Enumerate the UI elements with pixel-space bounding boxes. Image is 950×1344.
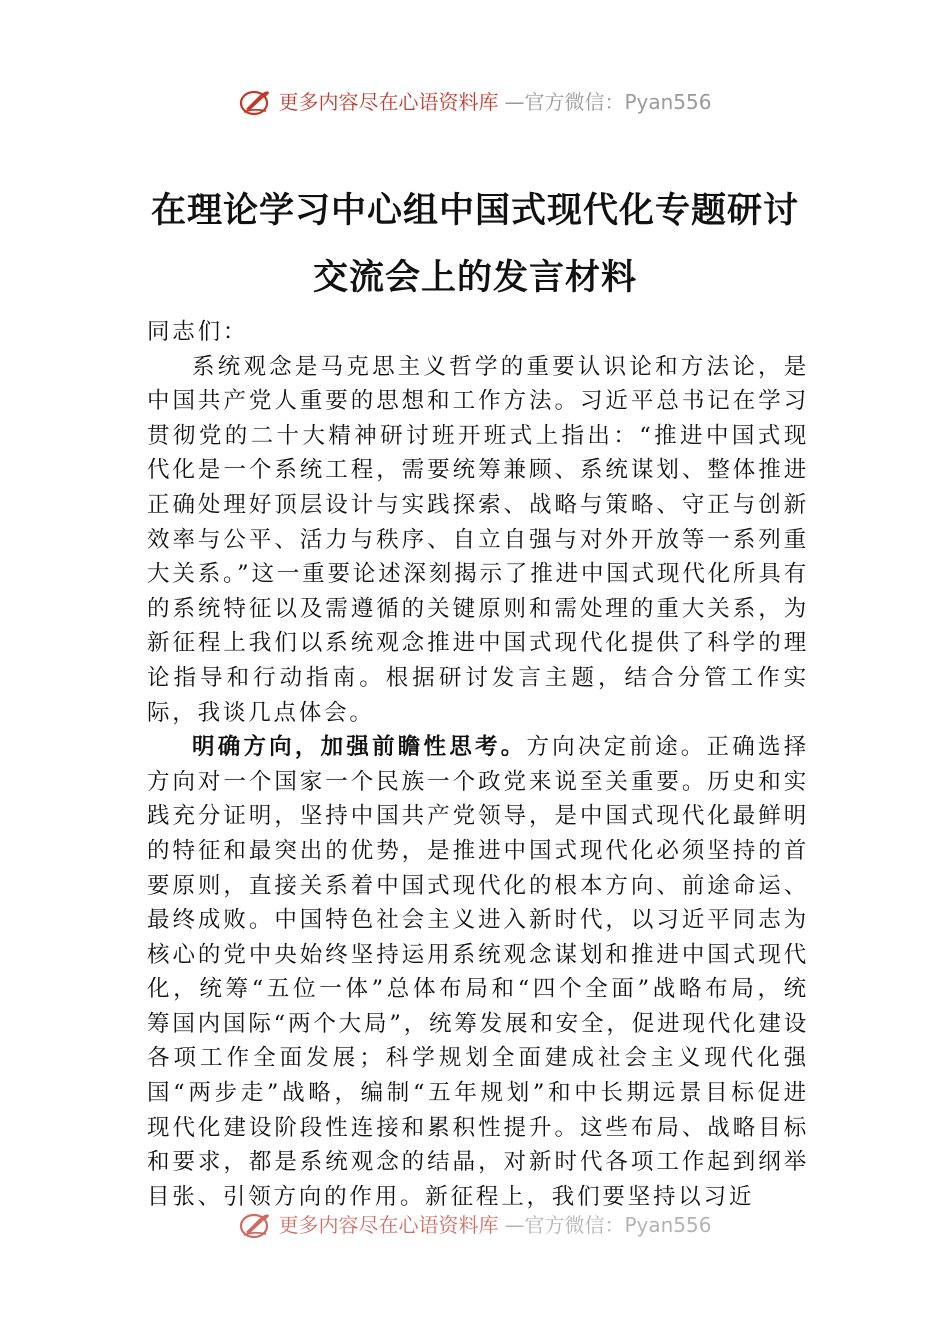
watermark-gray-text: —官方微信：Pyan556 bbox=[504, 1213, 712, 1237]
paragraph-2 bbox=[147, 730, 809, 1214]
watermark-gray-text: —官方微信：Pyan556 bbox=[504, 90, 712, 114]
paragraph-2-lead: 明确方向，加强前瞻性思考。 bbox=[192, 734, 527, 761]
document-title-line-1: 在理论学习中心组中国式现代化专题研讨 bbox=[150, 190, 799, 231]
header-watermark bbox=[0, 87, 950, 117]
watermark-red-text: 更多内容尽在心语资料库 bbox=[278, 90, 499, 114]
book-quill-logo-icon bbox=[238, 1210, 272, 1240]
document-title-line-2: 交流会上的发言材料 bbox=[312, 257, 637, 298]
footer-watermark bbox=[0, 1210, 950, 1240]
watermark-red-text: 更多内容尽在心语资料库 bbox=[278, 1213, 499, 1237]
document-body bbox=[147, 315, 809, 1214]
book-quill-logo-icon bbox=[238, 87, 272, 117]
paragraph-1: 系统观念是马克思主义哲学的重要认识论和方法论，是中国共产党人重要的思想和工作方法。习近平总书记在学习贯彻党的二十大精神研讨班开班式上指出：“推进中国式现代化是一个系统工程，需要统筹兼顾、系统谋划、整体推进正确处理好顶层设计与实践探索、战略与策略、守正与创新效率与公平、活力与秩序、自立自强与对外开放等一系列重大关系。”这一重要论述深刻揭示了推进中国式现代化所具有的系统特征以及需遵循的关键原则和需处理的重大关系，为新征程上我们以系统观念推进中国式现代化提供了科学的理论指导和行动指南。根据研讨发言主题，结合分管工作实际，我谈几点体会。 bbox=[147, 353, 809, 726]
paragraph-2-text: 方向决定前途。正确选择方向对一个国家一个民族一个政党来说至关重要。历史和实践充分证明，坚持中国共产党领导，是中国式现代化最鲜明的特征和最突出的优势，是推进中国式现代化必须坚持的首要原则，直接关系着中国式现代化的根本方向、前途命运、最终成败。中国特色社会主义进入新时代，以习近平同志为核心的党中央始终坚持运用系统观念谋划和推进中国式现代化，统筹“五位一体”总体布局和“四个全面”战略布局，统筹国内国际“两个大局”，统筹发展和安全，促进现代化建设各项工作全面发展；科学规划全面建成社会主义现代化强国“两步走”战略，编制“五年规划”和中长期远景目标促进现代化建设阶段性连接和累积性提升。这些布局、战略目标和要求，都是系统观念的结晶，对新时代各项工作起到纲举目张、引领方向的作用。新征程上，我们要坚持以习近 bbox=[147, 734, 809, 1210]
greeting: 同志们： bbox=[147, 319, 249, 345]
